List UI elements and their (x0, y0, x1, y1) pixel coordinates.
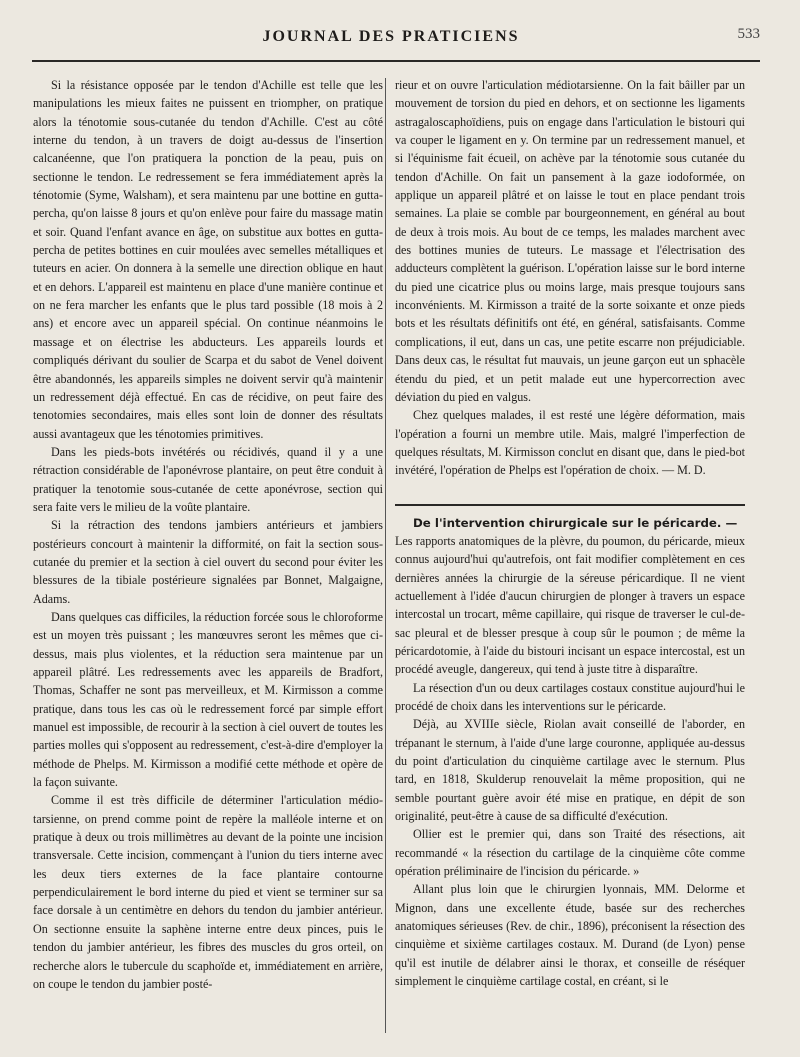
left-column (33, 76, 383, 993)
paragraph: Dans les pieds-bots invétérés ou récidivés, quand il y a une rétraction considérable de l'aponévrose plantaire, on peut être conduit à pratiquer la tenotomie sous-cutanée de cette aponévrose, section qui sera faite vers le milieu de la voûte plantaire. (33, 444, 383, 514)
paragraph: Déjà, au XVIIIe siècle, Riolan avait conseillé de l'aborder, en trépanant le sternum, à l'aide d'une large couronne, appliquée au-dessus du point d'articulation du cinquième cartilage avec le sternum. Plus tard, en 1818, Skulderup renouvelait la même proposition, qui ne semble pourtant guère avoir été mise en pratique, en dépit de son originalité, peut-être à cause de sa difficulté d'exécution. (395, 717, 745, 824)
paragraph-text: Chez quelques malades, il est resté une légère déformation, mais l'opération a fourni un membre utile. Mais, malgré l'imperfection de quelques résultats, M. Kirmisson conclut en disant que, dans le pied-bot invétéré, l'opération de Phelps est l'opération de choix. (395, 408, 745, 478)
running-title: JOURNAL DES PRATICIENS (262, 28, 520, 45)
paragraph: Si la rétraction des tendons jambiers antérieurs et jambiers postérieurs concourt à maintenir la difformité, on fait la section sous-cutanée du premier et la section à ciel ouvert du second pour éviter les blessures de la tibiale postérieure signalées par Bonnet, Malgaigne, Adams. (33, 518, 383, 606)
section-lead (395, 514, 745, 679)
paragraph: Comme il est très difficile de déterminer l'articulation médio-tarsienne, on prend comme point de repère la malléole interne et on pratique à deux ou trois millimètres au devant de la pointe une incision transversale. Cette incision, commençant à l'union du tiers interne avec les deux tiers externes de la face plantaire contourne perpendiculairement le bord interne du pied et vient se terminer sur sa face dorsale à un centimètre en dehors du tendon du jambier antérieur. On sectionne ensuite la saphène interne entre deux pinces, puis le tendon du jambier antérieur, les fibres des muscles du gros orteil, on recherche alors le tubercule du scaphoïde et, immédiatement en arrière, on coupe le tendon du jambier posté- (33, 793, 383, 991)
section-title: De l'intervention chirurgicale sur le péricarde. — (413, 515, 738, 530)
paragraph: Si la résistance opposée par le tendon d'Achille est telle que les manipulations les mieux faites ne puissent en triompher, on pratique alors la ténotomie sous-cutanée du tendon d'Achille. C'est au côté interne du tendon, à un travers de doigt au-dessus de l'insertion calcanéenne, que l'on pratiquera la ponction de la peau, puis on sectionne le tendon. Le redressement se fera immédiatement après la ténotomie (Syme, Walsham), et sera maintenu par une bottine en gutta-percha, qu'on laisse 8 jours et qu'on enlève pour faire du massage matin et soir. Quand l'enfant avance en âge, on substitue aux bottes en gutta-percha de petites bottines en cuir moulées avec semelles métalliques et tuteurs en acier. On donnera à la semelle une direction oblique en haut et en dehors. L'appareil est maintenu en place d'une manière continue et on ne fera marcher les enfants que le plus tard possible (18 mois à 2 ans) et encore avec un appareil spécial. On continue néanmoins le massage et on électrise les abducteurs. Les appareils lourds et compliqués dérivant du soulier de Scarpa et du sabot de Venel doivent être abandonnés, les appareils simples ne doivent servir qu'à maintenir un redressement déjà effectué. En cas de récidive, on peut faire des tenotomies secondaires, mais elles sont loin de donner des résultats aussi avantageux que les ténotomies primitives. (33, 78, 383, 441)
paragraph: Ollier est le premier qui, dans son Traité des résections, ait recommandé « la résection du cartilage de la cinquième côte comme opération préliminaire de l'incision du péricarde. » (395, 827, 745, 879)
header-rule (32, 60, 760, 62)
paragraph-text: Les rapports anatomiques de la plèvre, du poumon, du péricarde, mieux connus aujourd'hui qu'autrefois, ont fait modifier complètement en ces dernières années la chirurgie de la séreuse péricardique. Il ne vient actuellement à l'idée d'aucun chirurgien de plonger à travers un espace intercostal un trocart, même capillaire, qui risque de traverser le cul-de-sac pleural et de blesser presque à coup sûr le poumon ; de même la péricardotomie, à l'aide du bistouri incisant un espace intercostal, est un procédé aveugle, dangereux, qui tend à juste titre à disparaître. (395, 533, 745, 677)
page-header (22, 22, 760, 62)
column-divider (385, 78, 386, 1033)
section-rule (395, 504, 745, 506)
right-column (395, 76, 745, 991)
paragraph: Allant plus loin que le chirurgien lyonnais, MM. Delorme et Mignon, dans une excellente étude, basée sur des recherches anatomiques sérieuses (Rev. de chir., 1896), préconisent la résection des cinquième et sixième cartilages costaux. M. Durand (de Lyon) pense qu'il est inutile de délabrer ainsi le thorax, et conseille de réséquer simplement le cinquième cartilage costal, en créant, si le (395, 882, 745, 989)
author-signature: — M. D. (662, 463, 706, 478)
page-number: 533 (737, 26, 760, 42)
paragraph-continuation: rieur et on ouvre l'articulation médiotarsienne. On la fait bâiller par un mouvement de torsion du pied en dehors, et on sectionne les ligaments astragaloscaphoïdiens, puis on engage dans l'articulation le bistouri qui va couper le ligament en y. On termine par un redressement manuel, et si l'équinisme fait écueil, on achève par la ténotomie sous cutanée du tendon d'Achille. On fait un pansement à la gaze iodoformée, on applique un appareil plâtré et on laisse le tout en place pendant trois semaines. La plaie se comble par bourgeonnement, en général au bout de deux à trois mois. Au bout de ce temps, les malades marchent avec des bottines munies de tuteurs. Le massage et l'électrisation des adducteurs complètent la guérison. L'opération laisse sur le bord interne du pied une cicatrice plus ou moins large, mais presque toujours sans inconvénients. M. Kirmisson a traité de la sorte soixante et onze pieds bots et les résultats définitifs ont été, en général, satisfaisants. Comme complications, il eut, dans un cas, une petite escarre non préjudiciable. Dans deux cas, le résultat fut mauvais, un jeune garçon eut un sphacèle étendu du pied, et un petit malade eut une hypercorrection avec déviation du pied en valgus. (395, 78, 745, 404)
paragraph (395, 406, 745, 479)
paragraph: Dans quelques cas difficiles, la réduction forcée sous le chloroforme est un moyen très puissant ; les manœuvres seront les mêmes que ci-dessus, mais plus violentes, et la réduction sera maintenue par un appareil plâtré. Les redressements avec les appareils de Bradfort, Thomas, Schaffer ne sont pas merveilleux, et M. Kirmisson a comme pratique, dans tous les cas où le redressement forcé par simple effort manuel est impossible, de recourir à la section à ciel ouvert de toutes les parties molles qui s'opposent au redressement, c'est-à-dire d'employer la méthode de Phelps. M. Kirmisson a modifié cette méthode et opère de la façon suivante. (33, 609, 383, 790)
paragraph: La résection d'un ou deux cartilages costaux constitue aujourd'hui le procédé de choix dans les interventions sur le péricarde. (395, 680, 745, 713)
